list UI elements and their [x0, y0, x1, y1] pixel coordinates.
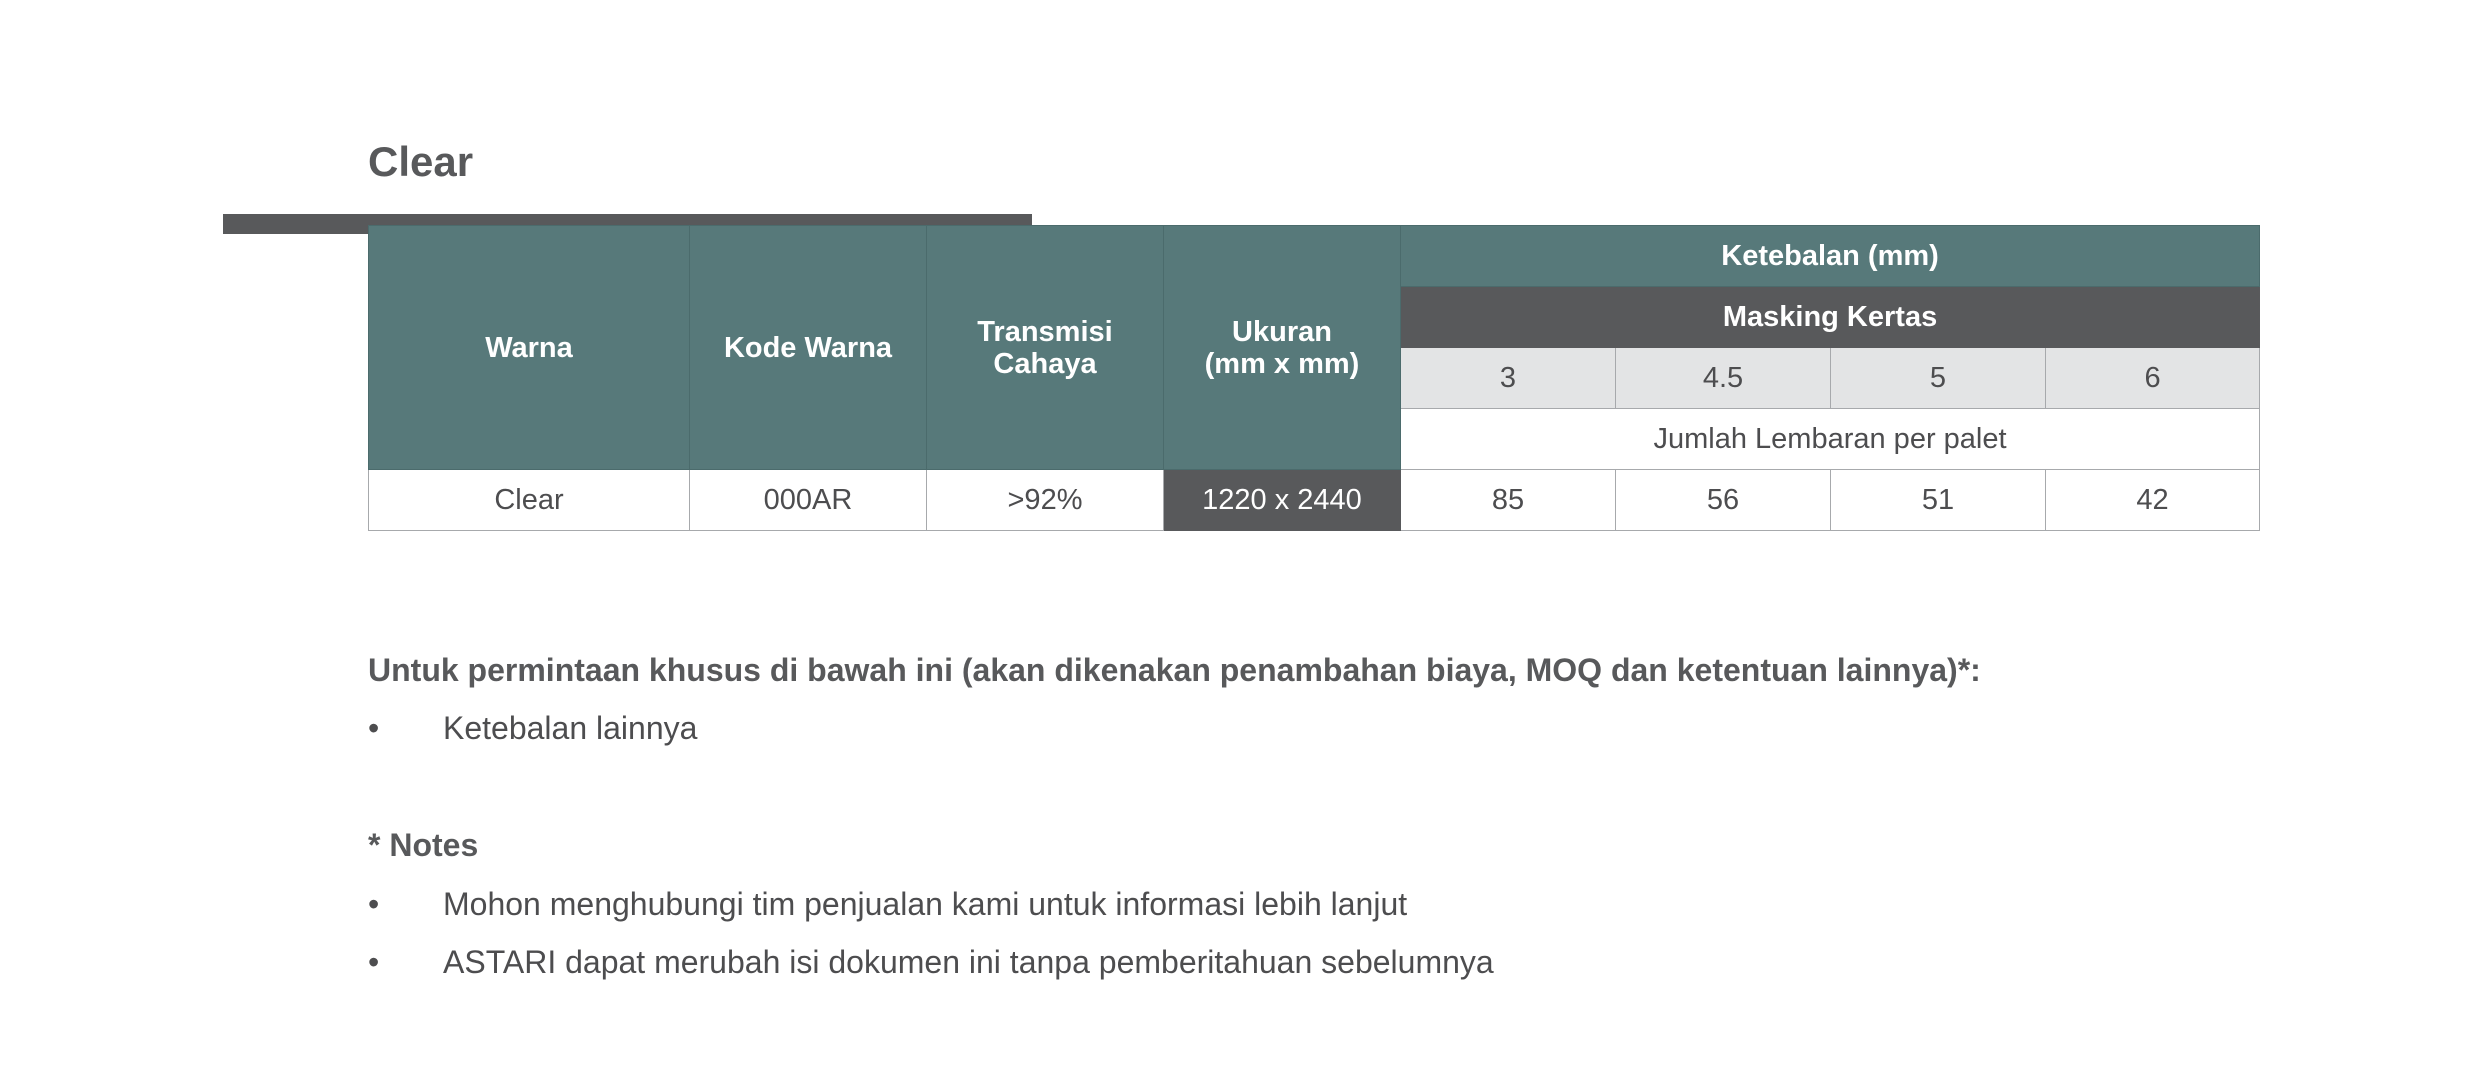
header-thickness-4-5: 4.5	[1616, 348, 1831, 409]
header-warna: Warna	[369, 226, 690, 470]
special-request-heading: Untuk permintaan khusus di bawah ini (akan dikenakan penambahan biaya, MOQ dan ketentuan lainnya)*:	[368, 652, 1981, 688]
header-thickness-5: 5	[1831, 348, 2046, 409]
bullet-icon: •	[368, 886, 380, 922]
header-ukuran-line2: (mm x mm)	[1204, 347, 1360, 380]
header-transmisi-line2: Cahaya	[993, 347, 1097, 380]
bullet-icon: •	[368, 944, 380, 980]
header-masking-kertas: Masking Kertas	[1401, 287, 2260, 348]
cell-kode-warna: 000AR	[690, 470, 927, 531]
note-item: ASTARI dapat merubah isi dokumen ini tanpa pemberitahuan sebelumnya	[443, 944, 1494, 980]
header-ukuran	[1164, 226, 1401, 470]
header-kode-warna: Kode Warna	[690, 226, 927, 470]
header-thickness-6: 6	[2046, 348, 2260, 409]
page-title: Clear	[368, 138, 474, 185]
bullet-icon: •	[368, 710, 380, 746]
header-transmisi	[927, 226, 1164, 470]
note-item: Mohon menghubungi tim penjualan kami untuk informasi lebih lanjut	[443, 886, 1408, 922]
special-request-item: Ketebalan lainnya	[443, 710, 698, 746]
header-jumlah-lembaran: Jumlah Lembaran per palet	[1401, 409, 2260, 470]
header-ukuran-line1: Ukuran	[1232, 315, 1332, 348]
spec-table	[368, 225, 2260, 531]
cell-warna: Clear	[369, 470, 690, 531]
cell-sheets-4-5: 56	[1616, 470, 1831, 531]
cell-sheets-5: 51	[1831, 470, 2046, 531]
header-ketebalan: Ketebalan (mm)	[1401, 226, 2260, 287]
cell-ukuran: 1220 x 2440	[1164, 470, 1401, 531]
cell-sheets-6: 42	[2046, 470, 2260, 531]
table-row	[369, 470, 2260, 531]
header-thickness-3: 3	[1401, 348, 1616, 409]
cell-transmisi: >92%	[927, 470, 1164, 531]
cell-sheets-3: 85	[1401, 470, 1616, 531]
header-transmisi-line1: Transmisi	[977, 315, 1113, 348]
notes-heading: * Notes	[368, 827, 479, 863]
